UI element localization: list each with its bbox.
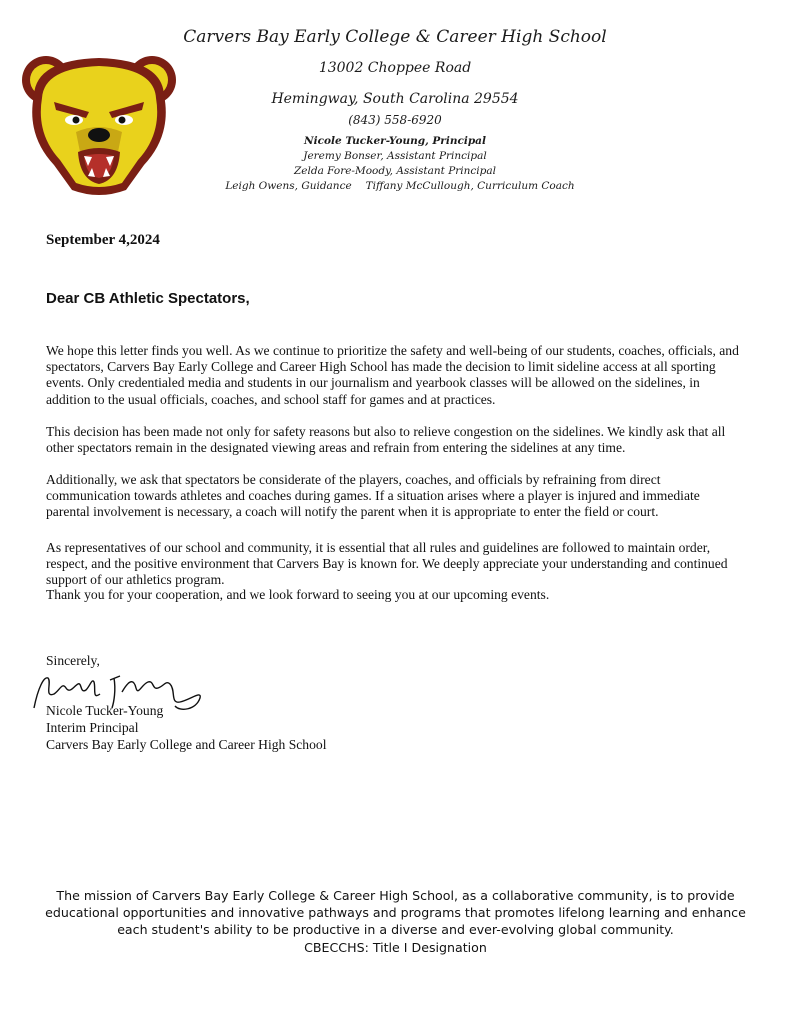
school-name: Carvers Bay Early College & Career High School (183, 27, 607, 47)
paragraph: Additionally, we ask that spectators be considerate of the players, coaches, and officials by refraining from direct communication towards athletes and coaches during games. If a situation arises where a player is injured and immediate parental involvement is necessary, a coach will notify the parent when it is appropriate to enter the field or court. (46, 472, 700, 520)
curriculum-coach-name: Tiffany McCullough, Curriculum Coach (365, 180, 575, 192)
mission-line: The mission of Carvers Bay Early College & Career High School, as a collaborative community, is to provide (56, 888, 735, 903)
address-street: 13002 Choppee Road (318, 60, 472, 76)
mission-line: each student's ability to be productive in a diverse and ever-evolving global community. (117, 922, 674, 938)
staff-line (200, 180, 600, 192)
closing: Sincerely, (46, 653, 100, 668)
signer-organization: Carvers Bay Early College and Career High School (46, 737, 327, 752)
mission-statement (40, 887, 751, 956)
paragraph: Thank you for your cooperation, and we look forward to seeing you at our upcoming events. (46, 587, 550, 602)
signer-name: Nicole Tucker-Young (46, 703, 164, 718)
salutation: Dear CB Athletic Spectators, (46, 290, 250, 307)
letter-date: September 4,2024 (46, 232, 160, 248)
assistant-principal-1: Jeremy Bonser, Assistant Principal (303, 150, 487, 162)
principal-name: Nicole Tucker-Young, Principal (304, 135, 486, 147)
signer-title: Interim Principal (46, 720, 139, 735)
signature-block (46, 702, 326, 753)
address-city: Hemingway, South Carolina 29554 (271, 91, 519, 107)
paragraph: We hope this letter finds you well. As we continue to prioritize the safety and well-being of our students, coaches, officials, and spectators, Carvers Bay Early College and Career High School has made the decision to limit sideline access at all sporting events. Only credentialed media and students in our journalism and yearbook classes will be allowed on the sidelines, in addition to the usual officials, coaches, and school staff for games and at practices. (46, 343, 739, 407)
mission-line: educational opportunities and innovative pathways and programs that promotes lifelong learning and enhance (45, 905, 746, 921)
phone-number: (843) 558-6920 (348, 113, 442, 127)
title-designation: CBECCHS: Title I Designation (304, 939, 487, 955)
guidance-name: Leigh Owens, Guidance (225, 180, 352, 192)
paragraph: As representatives of our school and community, it is essential that all rules and guidelines are followed to maintain order, respect, and the positive environment that Carvers Bay is known for. We deeply appreciate your understanding and continued support of our athletics program. (46, 540, 728, 588)
bear-mascot-icon (14, 40, 184, 200)
paragraph: This decision has been made not only for safety reasons but also to relieve congestion on the sidelines. We kindly ask that all other spectators remain in the designated viewing areas and refrain from entering the sidelines at any time. (46, 424, 726, 456)
assistant-principal-2: Zelda Fore-Moody, Assistant Principal (293, 165, 497, 177)
